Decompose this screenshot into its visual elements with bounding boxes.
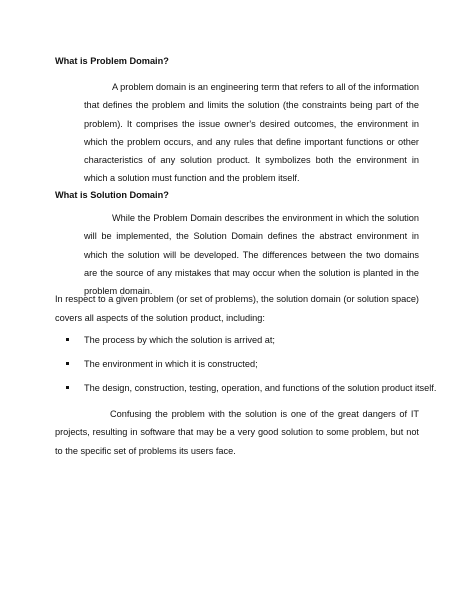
solution-domain-intro-paragraph: In respect to a given problem (or set of problems), the solution domain (or solution space) covers all aspects of the solution product, including: bbox=[55, 294, 419, 323]
bullet-icon bbox=[66, 362, 69, 365]
solution-domain-paragraph: While the Problem Domain describes the environment in which the solution will be implemented, the Solution Domain defines the abstract environment in which the solution will be developed. The differences between the two domains are the source of any mistakes that may occur when the solution is planted in the problem domain. bbox=[84, 213, 419, 297]
problem-domain-heading: What is Problem Domain? bbox=[55, 56, 169, 66]
solution-domain-heading: What is Solution Domain? bbox=[55, 190, 169, 200]
list-item-text: The design, construction, testing, operation, and functions of the solution product itself. bbox=[84, 383, 437, 393]
bullet-icon bbox=[66, 386, 69, 389]
list-item bbox=[55, 381, 437, 395]
problem-domain-paragraph: A problem domain is an engineering term that refers to all of the information that defines the problem and limits the solution (the constraints being part of the problem). It comprises the issue owner's desired outcomes, the environment in which the problem occurs, and any rules that define important functions or other characteristics of any solution product. It symbolizes both the environment in which a solution must function and the problem itself. bbox=[84, 82, 419, 184]
list-item bbox=[55, 357, 419, 371]
list-item-text: The environment in which it is constructed; bbox=[84, 359, 258, 369]
list-item bbox=[55, 333, 419, 347]
bullet-icon bbox=[66, 338, 69, 341]
closing-paragraph: Confusing the problem with the solution is one of the great dangers of IT projects, resulting in software that may be a very good solution to some problem, but not to the specific set of problems its users face. bbox=[55, 409, 419, 456]
list-item-text: The process by which the solution is arrived at; bbox=[84, 335, 275, 345]
